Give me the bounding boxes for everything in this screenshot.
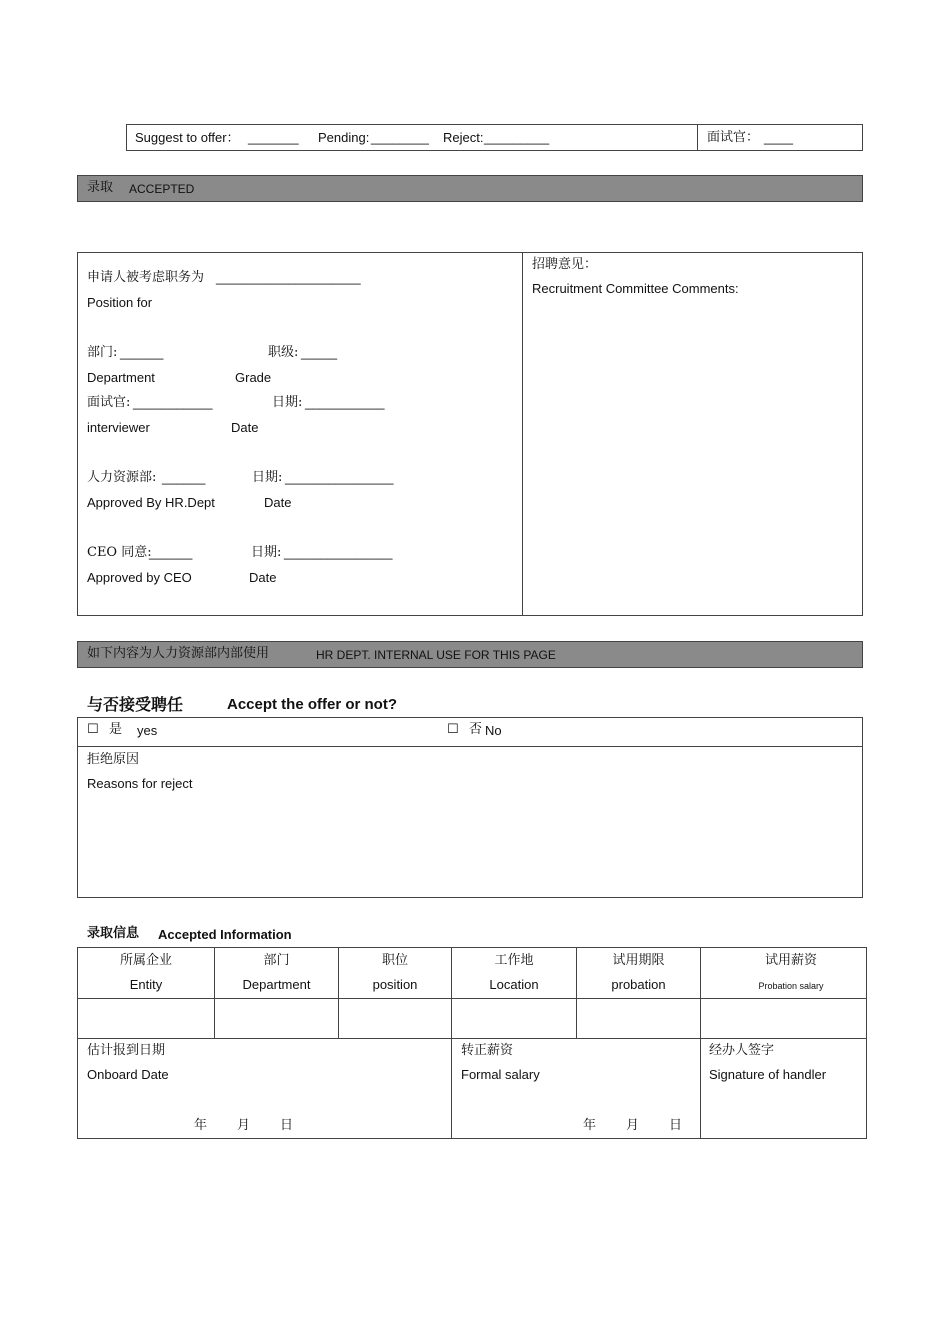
formal-salary-cn: 转正薪资 xyxy=(461,1043,514,1058)
offer-divider xyxy=(697,124,698,151)
comments-en: Recruitment Committee Comments: xyxy=(532,281,739,296)
dept-en: Department xyxy=(87,370,155,385)
info-row-divider-2 xyxy=(77,1038,867,1039)
yes-en: yes xyxy=(137,723,158,738)
department-cell[interactable] xyxy=(216,1000,337,1037)
date-en: Date xyxy=(231,420,259,435)
formal-salary-en: Formal salary xyxy=(461,1067,540,1082)
hr-date-en: Date xyxy=(264,495,292,510)
no-checkbox[interactable]: ☐ xyxy=(447,722,459,737)
suggest-label: Suggest to offer： xyxy=(135,130,240,145)
grade-cn: 职级: xyxy=(268,345,299,360)
date-blank[interactable]: ___________ xyxy=(305,395,385,410)
hr-en: Approved By HR.Dept xyxy=(87,495,215,510)
handler-cn: 经办人签字 xyxy=(709,1043,775,1058)
onboard-year: 年 xyxy=(194,1118,208,1133)
info-col-divider-5 xyxy=(700,947,701,1139)
reason-area[interactable] xyxy=(85,795,855,893)
hr-date-cn: 日期: xyxy=(252,470,283,485)
ceo-cn: CEO 同意: xyxy=(87,545,152,560)
onboard-month: 月 xyxy=(237,1118,251,1133)
accepted-bar-cn: 录取 xyxy=(87,180,114,195)
ceo-date-cn: 日期: xyxy=(251,545,282,560)
hr-internal-cn: 如下内容为人力资源部内部使用 xyxy=(87,646,270,661)
accepted-info-en: Accepted Information xyxy=(158,927,292,942)
onboard-day: 日 xyxy=(280,1118,294,1133)
col-probation-salary-en: Probation salary xyxy=(758,981,824,991)
col-entity-cn: 所属企业 xyxy=(119,953,172,968)
col-entity-en: Entity xyxy=(129,977,163,992)
pending-blank[interactable]: ________ xyxy=(371,130,429,145)
position-blank[interactable]: ____________________ xyxy=(216,270,361,285)
no-en: No xyxy=(485,723,502,738)
position-divider xyxy=(522,252,523,616)
yes-checkbox[interactable]: ☐ xyxy=(87,722,99,737)
accept-row-divider xyxy=(77,746,863,747)
position-cell[interactable] xyxy=(340,1000,450,1037)
location-cell[interactable] xyxy=(453,1000,575,1037)
interviewer-cn: 面试官: xyxy=(87,395,131,410)
top-interviewer-blank[interactable]: ____ xyxy=(764,130,793,145)
hr-internal-en: HR DEPT. INTERNAL USE FOR THIS PAGE xyxy=(316,648,556,662)
col-department-en: Department xyxy=(242,977,311,992)
formal-day: 日 xyxy=(669,1118,683,1133)
position-en: Position for xyxy=(87,295,153,310)
formal-year: 年 xyxy=(583,1118,597,1133)
col-probation-cn: 试用期限 xyxy=(612,953,665,968)
dept-cn: 部门: xyxy=(87,345,118,360)
onboard-en: Onboard Date xyxy=(87,1067,169,1082)
info-col-divider-3 xyxy=(451,947,452,1139)
accepted-bar xyxy=(77,175,863,202)
suggest-blank[interactable]: _______ xyxy=(248,130,299,145)
hr-cn: 人力资源部: xyxy=(87,470,157,485)
ceo-en: Approved by CEO xyxy=(87,570,192,585)
dept-blank[interactable]: ______ xyxy=(120,345,164,360)
top-interviewer-label: 面试官： xyxy=(707,130,760,145)
grade-blank[interactable]: _____ xyxy=(301,345,338,360)
col-probation-en: probation xyxy=(611,977,666,992)
accept-title-en: Accept the offer or not? xyxy=(227,696,398,713)
entity-cell[interactable] xyxy=(79,1000,213,1037)
ceo-date-en: Date xyxy=(249,570,277,585)
position-cn: 申请人被考虑职务为 xyxy=(87,270,205,285)
hr-date-blank[interactable]: _______________ xyxy=(285,470,394,485)
yes-cn: 是 xyxy=(109,722,123,737)
date-cn: 日期: xyxy=(272,395,303,410)
hr-blank[interactable]: ______ xyxy=(162,470,206,485)
col-position-en: position xyxy=(372,977,418,992)
col-position-cn: 职位 xyxy=(381,953,408,968)
accept-title-cn: 与否接受聘任 xyxy=(87,695,184,714)
col-department-cn: 部门 xyxy=(263,953,290,968)
reason-en: Reasons for reject xyxy=(87,776,193,791)
interviewer-en: interviewer xyxy=(87,420,150,435)
formal-month: 月 xyxy=(626,1118,640,1133)
handler-signature-area[interactable] xyxy=(705,1086,863,1134)
col-location-en: Location xyxy=(489,977,539,992)
col-location-cn: 工作地 xyxy=(494,953,534,968)
ceo-blank[interactable]: ______ xyxy=(149,545,193,560)
handler-en: Signature of handler xyxy=(709,1067,827,1082)
no-cn: 否 xyxy=(469,722,483,737)
accepted-info-cn: 录取信息 xyxy=(87,926,140,941)
comments-area[interactable] xyxy=(530,300,855,608)
reject-label: Reject: xyxy=(443,130,484,145)
probation-cell[interactable] xyxy=(578,1000,699,1037)
ceo-date-blank[interactable]: _______________ xyxy=(284,545,393,560)
col-probation-salary-cn: 试用薪资 xyxy=(764,953,817,968)
reject-blank[interactable]: _________ xyxy=(484,130,550,145)
grade-en: Grade xyxy=(235,370,272,385)
pending-label: Pending: xyxy=(318,130,370,145)
comments-cn: 招聘意见： xyxy=(532,257,598,272)
reason-cn: 拒绝原因 xyxy=(87,752,140,767)
info-row-divider-1 xyxy=(77,998,867,999)
accepted-bar-en: ACCEPTED xyxy=(129,182,195,196)
interviewer-blank[interactable]: ___________ xyxy=(133,395,213,410)
probation-salary-cell[interactable] xyxy=(702,1000,866,1037)
onboard-cn: 估计报到日期 xyxy=(87,1043,166,1058)
